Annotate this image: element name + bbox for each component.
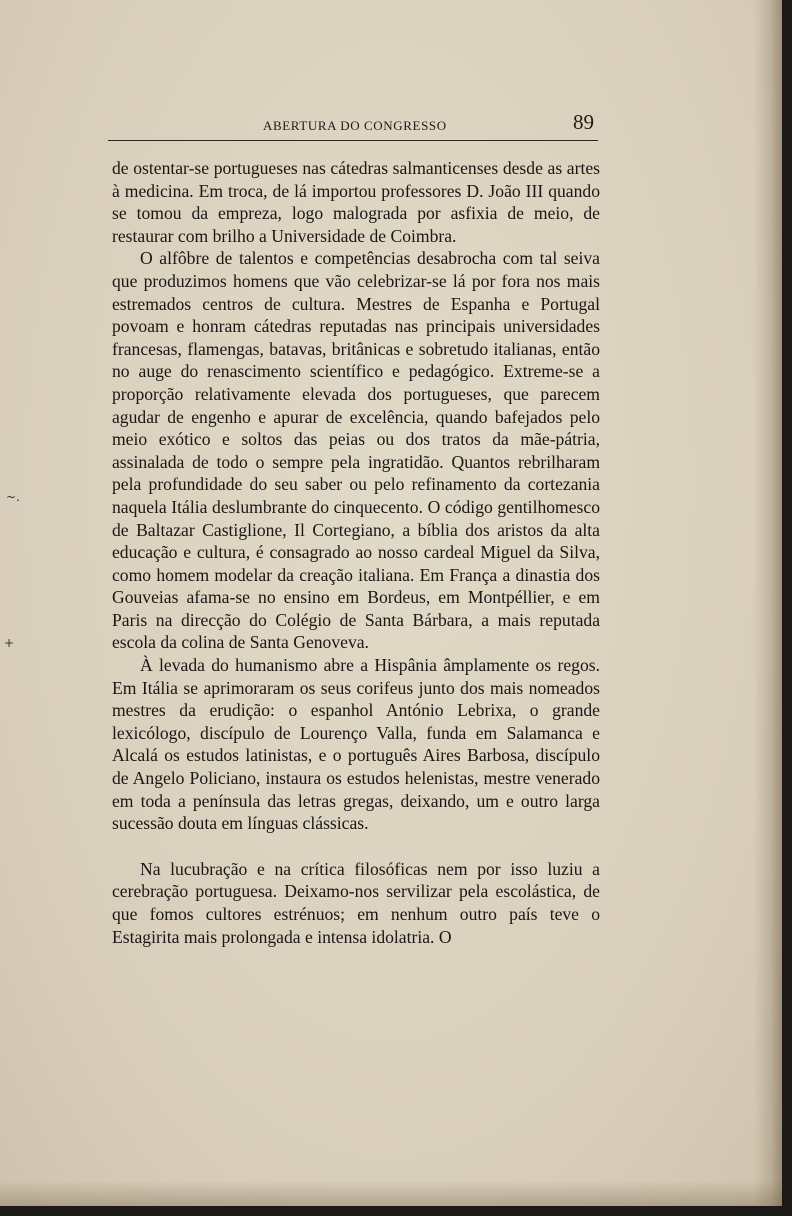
margin-mark: + xyxy=(4,636,15,650)
paragraph: O alfôbre de talentos e competências desabrocha com tal seiva que produzimos homens que vão celebrizar-se lá por fora nos mais estremados centros de cultura. Mestres de Espanha e Portugal povoam e honram cátedras reputadas nas principais universidades francesas, flamengas, batavas, britânicas e sobretudo italianas, então no auge do renascimento scientífico e pedagógico. Extreme-se a proporção relativamente elevada dos portugueses, que parecem agudar de engenho e apurar de excelência, quando bafejados pelo meio exótico e soltos das peias ou dos tratos da mãe-pátria, assinalada de todo o sempre pela ingratidão. Quantos rebrilharam pela profundidade do seu saber ou pelo refinamento da cortezania naquela Itália deslumbrante do cinquecento. O código gentilhomesco de Baltazar Castiglione, Il Cortegiano, a bíblia dos aristos da alta educação e cultura, é consagrado ao nosso cardeal Miguel da Silva, como homem modelar da creação italiana. Em França a dinastia dos Gouveias afama-se no ensino em Bordeus, em Montpéllier, e em Paris na direcção do Colégio de Santa Bárbara, a mais reputada escola da colina de Santa Genoveva. xyxy=(112,248,600,653)
page-number: 89 xyxy=(573,110,594,134)
paragraph: À levada do humanismo abre a Hispânia âmplamente os regos. Em Itália se aprimoraram os seus corifeus junto dos mais nomeados mestres da erudição: o espanhol António Lebrixa, o grande lexicólogo, discípulo de Lourenço Valla, funda em Salamanca e Alcalá os estudos latinistas, e o português Aires Barbosa, discípulo de Angelo Policiano, instaura os estudos helenistas, mestre venerado em toda a península das letras gregas, deixando, um e outro larga sucessão douta em línguas clássicas. xyxy=(112,655,600,834)
body-text xyxy=(112,157,600,948)
paragraph: Na lucubração e na crítica filosóficas nem por isso luziu a cerebração portuguesa. Deixamo-nos servilizar pela escolástica, de que fomos cultores estrénuos; em nenhum outro país teve o Estagirita mais prolongada e intensa idolatria. O xyxy=(112,858,600,947)
margin-mark: ~. xyxy=(6,490,20,504)
page-header xyxy=(108,110,598,141)
paragraph-continuation: de ostentar-se portugueses nas cátedras salmanticenses desde as artes à medicina. Em troca, de lá importou professores D. João III quando se tomou da empreza, logo malograda por asfixia de meio, de restaurar com brilho a Universidade de Coimbra. xyxy=(112,158,600,246)
page-edge-shadow xyxy=(754,0,782,1206)
running-head: ABERTURA DO CONGRESSO xyxy=(263,118,447,133)
page-bottom-shadow xyxy=(0,1180,782,1206)
